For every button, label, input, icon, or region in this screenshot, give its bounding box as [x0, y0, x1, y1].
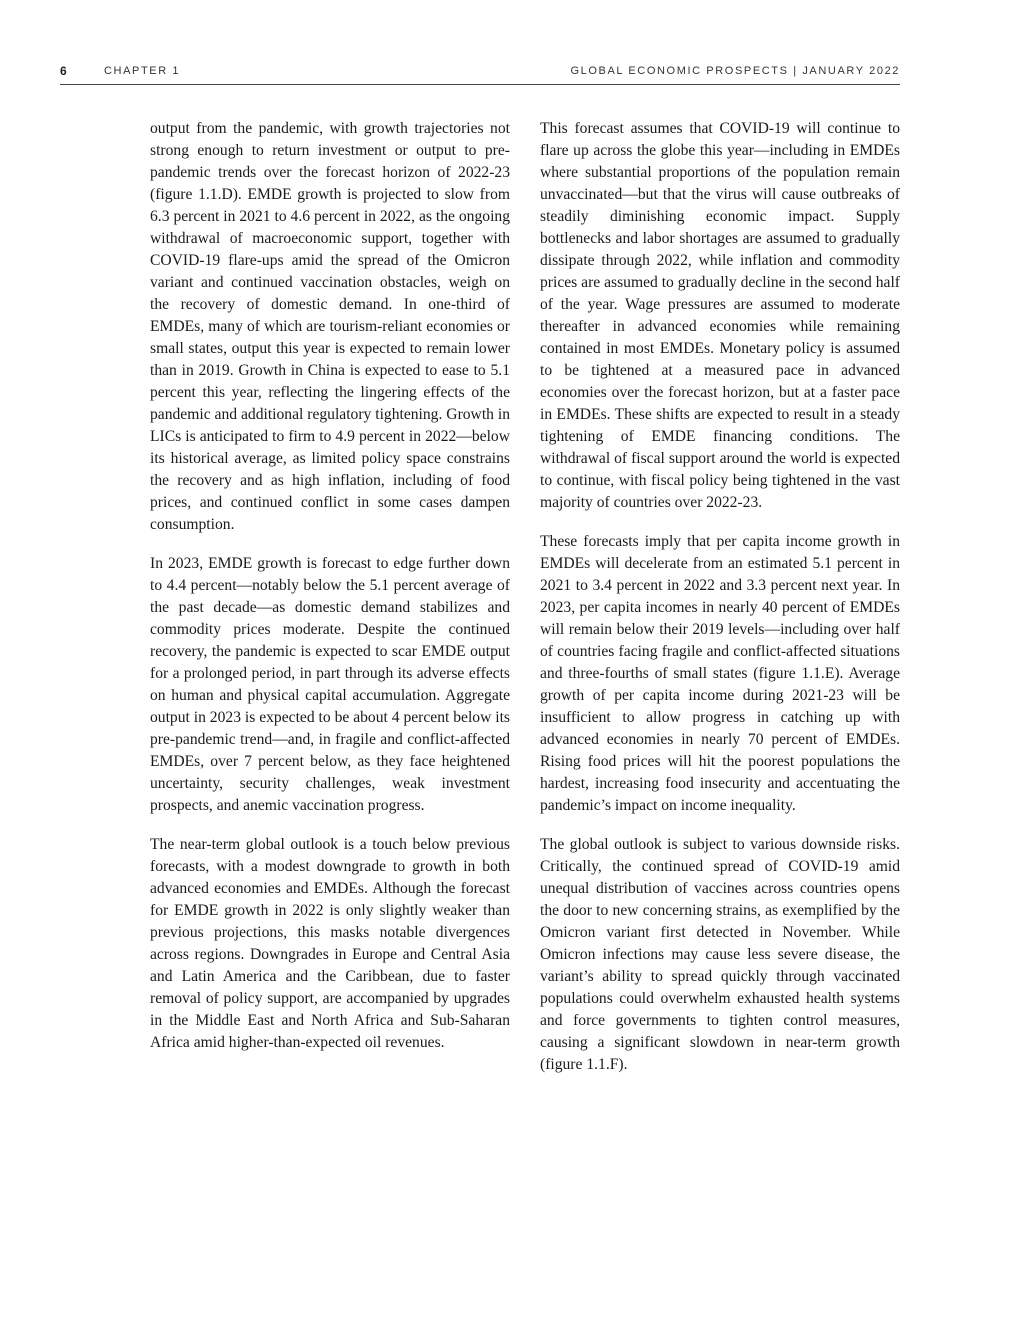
header-divider	[60, 84, 900, 85]
body-paragraph: This forecast assumes that COVID-19 will continue to flare up across the globe this year—including in EMDEs where substantial proportions of the population remain unvaccinated—but that the virus will cause outbreaks of steadily diminishing economic impact. Supply bottlenecks and labor shortages are assumed to gradually dissipate through 2022, while inflation and commodity prices are assumed to gradually decline in the second half of the year. Wage pressures are assumed to moderate thereafter in advanced economies while remaining contained in most EMDEs. Monetary policy is assumed to be tightened at a measured pace in advanced economies over the forecast horizon, but at a faster pace in EMDEs. These shifts are expected to result in a steady tightening of EMDE financing conditions. The withdrawal of fiscal support around the world is expected to continue, with fiscal policy being tightened in the vast majority of countries over 2022-23.	[540, 120, 900, 511]
chapter-label: CHAPTER 1	[104, 65, 181, 77]
page-header	[0, 0, 1020, 90]
body-paragraph: The near-term global outlook is a touch below previous forecasts, with a modest downgrade to growth in both advanced economies and EMDEs. Although the forecast for EMDE growth in 2022 is only slightly weaker than previous projections, this masks notable divergences across regions. Downgrades in Europe and Central Asia and Latin America and the Caribbean, due to faster removal of policy support, are accompanied by upgrades in the Middle East and North Africa and Sub-Saharan Africa amid higher-than-expected oil revenues.	[150, 836, 510, 1051]
page-number: 6	[60, 64, 67, 78]
running-title: GLOBAL ECONOMIC PROSPECTS | JANUARY 2022	[570, 65, 900, 77]
body-paragraph: These forecasts imply that per capita income growth in EMDEs will decelerate from an estimated 5.1 percent in 2021 to 3.4 percent in 2022 and 3.3 percent next year. In 2023, per capita incomes in nearly 40 percent of EMDEs will remain below their 2019 levels—including over half of countries facing fragile and conflict-affected situations and three-fourths of small states (figure 1.1.E). Average growth of per capita income during 2021-23 will be insufficient to allow progress in catching up with advanced economies in nearly 70 percent of EMDEs. Rising food prices will hit the poorest populations the hardest, increasing food insecurity and accentuating the pandemic’s impact on income inequality.	[540, 533, 900, 814]
body-paragraph: output from the pandemic, with growth trajectories not strong enough to return investment or output to pre-pandemic trends over the forecast horizon of 2022-23 (figure 1.1.D). EMDE growth is projected to slow from 6.3 percent in 2021 to 4.6 percent in 2022, as the ongoing withdrawal of macroeconomic support, together with COVID-19 flare-ups amid the spread of the Omicron variant and continued vaccination obstacles, weigh on the recovery of domestic demand. In one-third of EMDEs, many of which are tourism-reliant economies or small states, output this year is expected to remain lower than in 2019. Growth in China is expected to ease to 5.1 percent this year, reflecting the lingering effects of the pandemic and additional regulatory tightening. Growth in LICs is anticipated to firm to 4.9 percent in 2022—below its historical average, as limited policy space constrains the recovery and as high inflation, including of food prices, and continued conflict in some cases dampen consumption.	[150, 120, 510, 533]
body-paragraph: The global outlook is subject to various downside risks. Critically, the continued spread of COVID-19 amid unequal distribution of vaccines across countries opens the door to new concerning strains, as exemplified by the Omicron variant first detected in November. While Omicron infections may cause less severe disease, the variant’s ability to spread quickly through vaccinated populations could overwhelm exhausted health systems and force governments to tighten control measures, causing a significant slowdown in near-term growth (figure 1.1.F).	[540, 836, 900, 1073]
body-paragraph: In 2023, EMDE growth is forecast to edge further down to 4.4 percent—notably below the 5.1 percent average of the past decade—as domestic demand stabilizes and commodity prices moderate. Despite the continued recovery, the pandemic is expected to scar EMDE output for a prolonged period, in part through its adverse effects on human and physical capital accumulation. Aggregate output in 2023 is expected to be about 4 percent below its pre-pandemic trend—and, in fragile and conflict-affected EMDEs, over 7 percent below, as they face heightened uncertainty, security challenges, weak investment prospects, and anemic vaccination progress.	[150, 555, 510, 814]
right-column	[540, 118, 900, 1093]
left-column	[150, 118, 510, 1071]
